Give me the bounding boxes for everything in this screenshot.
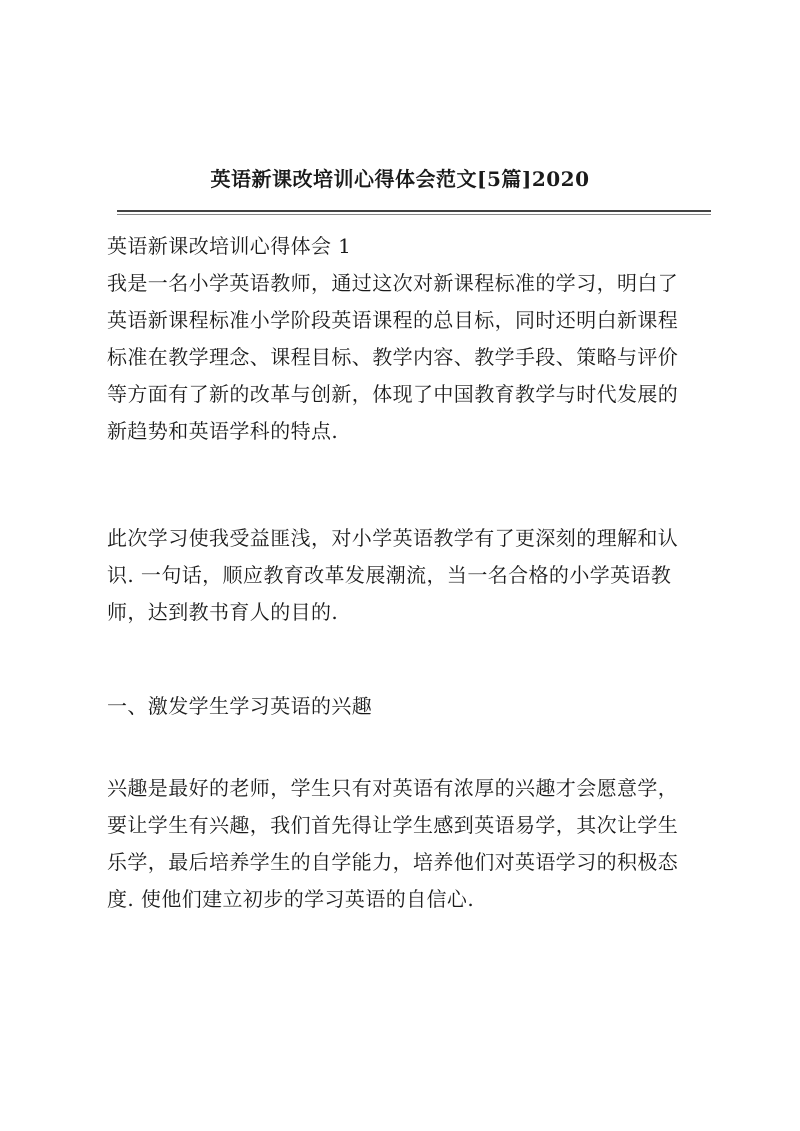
- paragraph-line: 度. 使他们建立初步的学习英语的自信心.: [107, 887, 475, 911]
- subheading-block: [107, 688, 707, 725]
- paragraph-line: 我是一名小学英语教师，通过这次对新课程标准的学习，明白了: [107, 271, 679, 295]
- paragraph-line: 师，达到教书育人的目的.: [107, 600, 339, 624]
- paragraph-line: 乐学，最后培养学生的自学能力，培养他们对英语学习的积极态: [107, 850, 679, 874]
- title-divider: [117, 210, 711, 215]
- paragraph-line: 英语新课程标准小学阶段英语课程的总目标，同时还明白新课程: [107, 308, 679, 332]
- paragraph-1: [107, 265, 707, 450]
- section-heading-block: [107, 228, 707, 265]
- subheading: 一、激发学生学习英语的兴趣: [107, 694, 373, 718]
- paragraph-line: 等方面有了新的改革与创新，体现了中国教育教学与时代发展的: [107, 382, 679, 406]
- paragraph-line: 兴趣是最好的老师，学生只有对英语有浓厚的兴趣才会愿意学，: [107, 776, 679, 800]
- paragraph-3: [107, 770, 707, 918]
- paragraph-2: [107, 520, 707, 631]
- paragraph-line: 此次学习使我受益匪浅，对小学英语教学有了更深刻的理解和认: [107, 526, 679, 550]
- document-title: 英语新课改培训心得体会范文[5篇]2020: [210, 167, 590, 191]
- section-heading: 英语新课改培训心得体会 1: [107, 234, 352, 258]
- paragraph-line: 新趋势和英语学科的特点.: [107, 419, 339, 443]
- paragraph-line: 要让学生有兴趣，我们首先得让学生感到英语易学，其次让学生: [107, 813, 679, 837]
- paragraph-line: 标准在教学理念、课程目标、教学内容、教学手段、策略与评价: [107, 345, 679, 369]
- paragraph-line: 识. 一句话，顺应教育改革发展潮流，当一名合格的小学英语教: [107, 563, 672, 587]
